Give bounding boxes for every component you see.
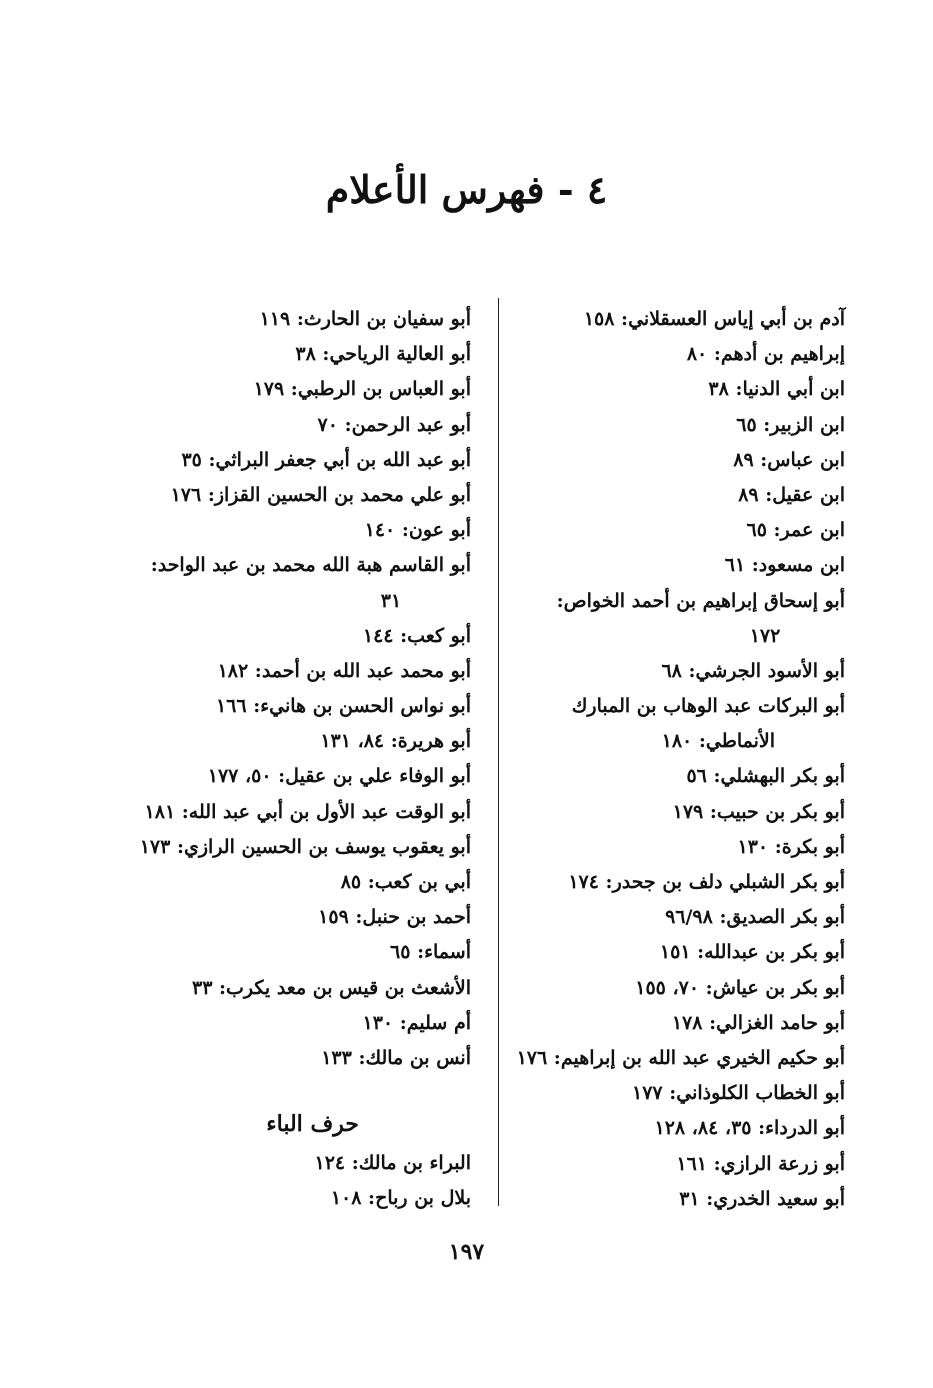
index-entry: بلال بن رباح: ١٠٨ <box>330 1187 471 1210</box>
page-title: ٤ - فهرس الأعلام <box>325 167 608 212</box>
left-column <box>131 302 471 1217</box>
index-entry: أبو بكر الشبلي دلف بن جحدر: ١٧٤ <box>568 871 845 893</box>
index-entry: أبو كعب: ١٤٤ <box>362 624 471 647</box>
section-gap <box>131 1076 471 1102</box>
index-entry: الأشعث بن قيس بن معد يكرب: ٣٣ <box>192 976 471 999</box>
index-entry: إبراهيم بن أدهم: ٨٠ <box>686 343 845 366</box>
index-entry: أبو بكر بن حبيب: ١٧٩ <box>672 800 845 823</box>
index-entry: أبو عبد الله بن أبي جعفر البراثي: ٣٥ <box>181 448 471 471</box>
section-heading: حرف الباء <box>266 1111 359 1138</box>
index-entry: أبو الوقت عبد الأول بن أبي عبد الله: ١٨١ <box>144 800 471 823</box>
index-entry: أنس بن مالك: ١٣٣ <box>321 1046 471 1069</box>
index-entry: أبو بكر الصديق: ٩٦/٩٨ <box>665 906 845 929</box>
index-entry: أبو محمد عبد الله بن أحمد: ١٨٢ <box>217 659 471 682</box>
index-entry: أبو الخطاب الكلوذاني: ١٧٧ <box>632 1082 845 1105</box>
index-entry: ابن الزبير: ٦٥ <box>736 413 845 436</box>
index-entry: أبي بن كعب: ٨٥ <box>340 871 471 893</box>
right-column <box>505 302 845 1217</box>
index-entry-continuation: الأنماطي: ١٨٠ <box>661 730 775 753</box>
index-entry: أبو بكرة: ١٣٠ <box>737 835 845 858</box>
index-entry: أبو الدرداء: ٣٥، ٨٤، ١٢٨ <box>654 1117 845 1140</box>
index-entry: أبو بكر بن عياش: ٧٠، ١٥٥ <box>635 976 845 999</box>
index-entry: آدم بن أبي إياس العسقلاني: ١٥٨ <box>583 308 845 330</box>
index-entry: ابن أبي الدنيا: ٣٨ <box>708 378 845 401</box>
index-entry: ابن عمر: ٦٥ <box>746 519 845 542</box>
index-entry: أبو بكر بن عبدالله: ١٥١ <box>659 941 845 964</box>
index-entry: أسماء: ٦٥ <box>390 941 471 964</box>
index-entry: أبو البركات عبد الوهاب بن المبارك <box>571 695 845 718</box>
index-entry: أم سليم: ١٣٠ <box>362 1011 471 1034</box>
column-divider <box>498 298 499 1206</box>
index-entry: أبو حامد الغزالي: ١٧٨ <box>671 1011 845 1034</box>
index-entry: أبو العالية الرياحي: ٣٨ <box>295 343 471 366</box>
index-entry: أبو القاسم هبة الله محمد بن عبد الواحد: <box>150 554 471 577</box>
index-entry: أبو العباس بن الرطبي: ١٧٩ <box>253 378 471 401</box>
index-entry-continuation: ١٧٢ <box>749 624 781 647</box>
index-entry: ابن عباس: ٨٩ <box>733 448 845 471</box>
index-entry: أبو سعيد الخدري: ٣١ <box>679 1187 845 1210</box>
index-entry-continuation: ٣١ <box>380 589 402 612</box>
index-entry: أبو عبد الرحمن: ٧٠ <box>317 413 471 436</box>
index-entry: ابن مسعود: ٦١ <box>724 554 845 577</box>
index-entry: ابن عقيل: ٨٩ <box>738 483 845 506</box>
index-entry: البراء بن مالك: ١٢٤ <box>314 1152 471 1175</box>
index-entry: أبو يعقوب يوسف بن الحسين الرازي: ١٧٣ <box>139 835 471 858</box>
index-entry: أبو هريرة: ٨٤، ١٣١ <box>320 730 471 753</box>
index-entry: أبو عون: ١٤٠ <box>364 519 471 542</box>
index-entry: أبو حكيم الخيري عبد الله بن إبراهيم: ١٧٦ <box>516 1046 845 1069</box>
index-entry: أبو إسحاق إبراهيم بن أحمد الخواص: <box>556 589 845 612</box>
index-entry: أبو زرعة الرازي: ١٦١ <box>676 1152 845 1175</box>
page-number: ١٩٧ <box>448 1239 485 1265</box>
index-entry: أبو علي محمد بن الحسين القزاز: ١٧٦ <box>170 483 471 506</box>
index-entry: أبو الوفاء علي بن عقيل: ٥٠، ١٧٧ <box>207 765 471 788</box>
index-entry: أبو نواس الحسن بن هانيء: ١٦٦ <box>215 695 471 718</box>
index-entry: أبو بكر البهشلي: ٥٦ <box>686 765 845 788</box>
index-entry: أحمد بن حنبل: ١٥٩ <box>318 906 471 929</box>
index-entry: أبو سفيان بن الحارث: ١١٩ <box>259 308 471 330</box>
index-entry: أبو الأسود الجرشي: ٦٨ <box>661 659 845 682</box>
